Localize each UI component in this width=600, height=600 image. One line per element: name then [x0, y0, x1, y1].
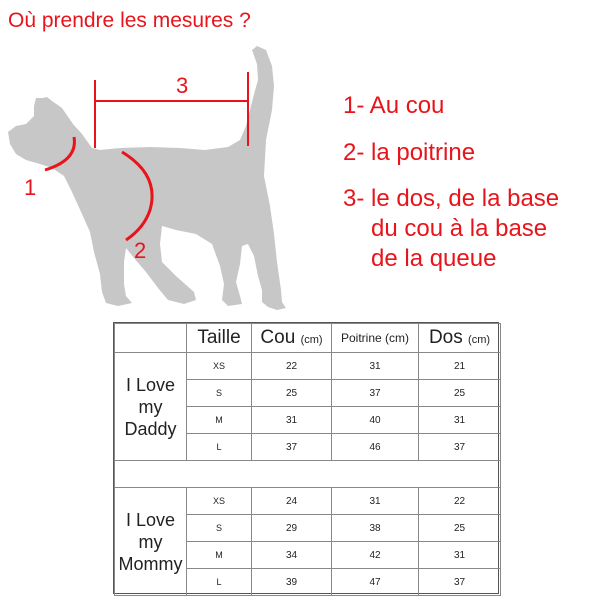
cou-cell: 24	[252, 488, 332, 515]
poitrine-cell: 31	[332, 488, 419, 515]
cou-cell: 39	[252, 569, 332, 596]
cou-cell: 31	[252, 407, 332, 434]
cou-cell: 25	[252, 380, 332, 407]
size-cell: S	[187, 380, 252, 407]
poitrine-cell: 40	[332, 407, 419, 434]
size-cell: L	[187, 434, 252, 461]
legend-item-back	[343, 184, 559, 274]
cou-cell: 22	[252, 353, 332, 380]
dos-cell: 37	[419, 569, 501, 596]
cou-cell: 29	[252, 515, 332, 542]
table-row	[115, 488, 501, 515]
page-title: Où prendre les mesures ?	[8, 9, 251, 32]
legend-item-back-line-1: 3- le dos, de la base	[343, 185, 560, 212]
poitrine-cell: 42	[332, 542, 419, 569]
size-cell: XS	[187, 488, 252, 515]
measure-label-3: 3	[176, 73, 189, 98]
separator-cell	[115, 461, 501, 488]
group-label-mommy: I Love my Mommy	[115, 488, 187, 596]
poitrine-cell: 38	[332, 515, 419, 542]
dos-cell: 21	[419, 353, 501, 380]
header-cou: Cou (cm)	[252, 324, 332, 353]
size-table-wrapper	[113, 322, 499, 594]
dos-cell: 25	[419, 515, 501, 542]
cou-cell: 34	[252, 542, 332, 569]
poitrine-cell: 31	[332, 353, 419, 380]
cou-cell: 37	[252, 434, 332, 461]
size-cell: L	[187, 569, 252, 596]
measure-label-1: 1	[24, 175, 37, 200]
size-cell: XS	[187, 353, 252, 380]
header-taille: Taille	[187, 324, 252, 353]
poitrine-cell: 46	[332, 434, 419, 461]
size-table	[114, 323, 501, 596]
header-dos: Dos (cm)	[419, 324, 501, 353]
cat-measurement-diagram	[0, 40, 330, 330]
dos-cell: 31	[419, 407, 501, 434]
table-header-row	[115, 324, 501, 353]
table-row	[115, 353, 501, 380]
header-empty	[115, 324, 187, 353]
size-cell: S	[187, 515, 252, 542]
table-separator-row	[115, 461, 501, 488]
dos-cell: 31	[419, 542, 501, 569]
poitrine-cell: 37	[332, 380, 419, 407]
measure-label-2: 2	[134, 238, 147, 263]
size-cell: M	[187, 542, 252, 569]
legend-item-neck: 1- Au cou	[343, 92, 445, 119]
legend-item-chest: 2- la poitrine	[343, 139, 476, 166]
header-poitrine: Poitrine (cm)	[332, 324, 419, 353]
dos-cell: 25	[419, 380, 501, 407]
legend-item-back-line-3: de la queue	[371, 245, 497, 272]
group-label-daddy: I Love my Daddy	[115, 353, 187, 461]
legend-item-back-line-2: du cou à la base	[371, 215, 548, 242]
dos-cell: 22	[419, 488, 501, 515]
dos-cell: 37	[419, 434, 501, 461]
size-cell: M	[187, 407, 252, 434]
poitrine-cell: 47	[332, 569, 419, 596]
